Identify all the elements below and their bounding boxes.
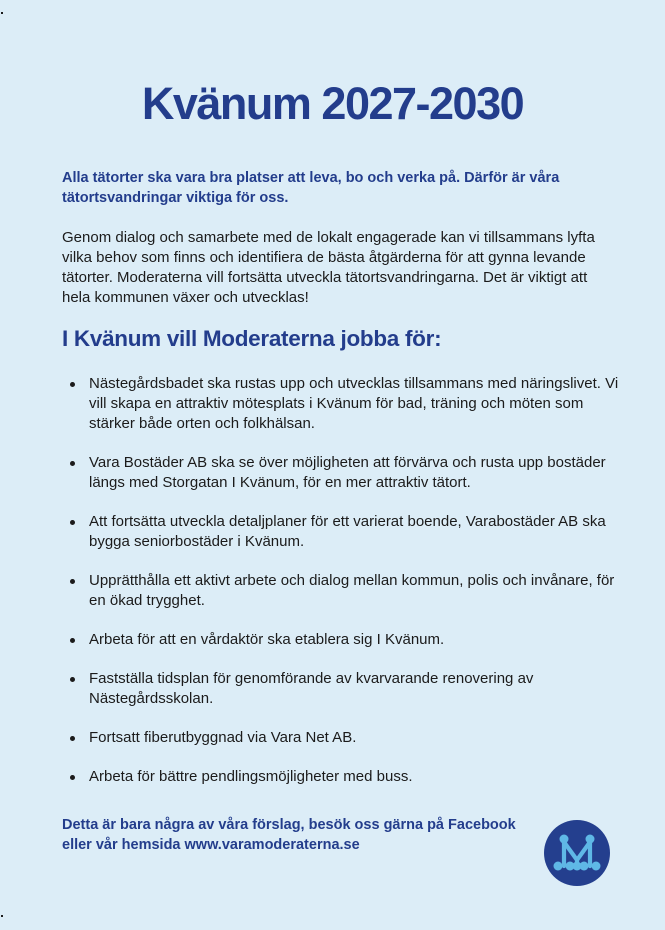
list-item xyxy=(62,571,622,611)
bullet-icon xyxy=(70,579,75,584)
list-item-text: Arbeta för bättre pendlingsmöjligheter med buss. xyxy=(89,768,413,785)
moderaterna-m-logo-icon xyxy=(544,820,610,886)
bullet-icon xyxy=(70,775,75,780)
proposal-list xyxy=(62,374,622,806)
list-item-text: Fastställa tidsplan för genomförande av kvarvarande renovering av Nästegårdsskolan. xyxy=(89,670,534,707)
list-item-text: Att fortsätta utveckla detaljplaner för ett varierat boende, Varabostäder AB ska bygga seniorbostäder i Kvänum. xyxy=(89,513,606,550)
list-item xyxy=(62,630,622,650)
crop-mark xyxy=(1,915,3,917)
list-item-text: Nästegårdsbadet ska rustas upp och utvecklas tillsammans med näringslivet. Vi vill skapa en attraktiv mötesplats i Kvänum för bad, träning och möten som stärker både orten och folkhälsan. xyxy=(89,375,619,432)
intro-lead: Alla tätorter ska vara bra platser att leva, bo och verka på. Därför är våra tätortsvandringar viktiga för oss. xyxy=(62,170,560,206)
list-item xyxy=(62,374,622,434)
bullet-icon xyxy=(70,638,75,643)
list-item-text: Vara Bostäder AB ska se över möjligheten att förvärva och rusta upp bostäder längs med Storgatan I Kvänum, för en mer attraktiv tätort. xyxy=(89,454,606,491)
closing-note: Detta är bara några av våra förslag, besök oss gärna på Facebook eller vår hemsida www.varamoderaterna.se xyxy=(62,817,516,853)
page-title: Kvänum 2027-2030 xyxy=(141,78,524,129)
bullet-icon xyxy=(70,461,75,466)
list-item xyxy=(62,453,622,493)
list-item xyxy=(62,669,622,709)
bullet-icon xyxy=(70,736,75,741)
list-item-text: Fortsatt fiberutbyggnad via Vara Net AB. xyxy=(89,729,357,746)
bullet-icon xyxy=(70,677,75,682)
bullet-icon xyxy=(70,520,75,525)
crop-mark xyxy=(1,12,3,14)
section-heading: I Kvänum vill Moderaterna jobba för: xyxy=(62,326,442,351)
list-item-text: Upprätthålla ett aktivt arbete och dialog mellan kommun, polis och invånare, för en ökad trygghet. xyxy=(89,572,615,609)
list-item xyxy=(62,512,622,552)
list-item xyxy=(62,728,622,748)
list-item-text: Arbeta för att en vårdaktör ska etablera sig I Kvänum. xyxy=(89,631,445,648)
bullet-icon xyxy=(70,382,75,387)
list-item xyxy=(62,767,622,787)
intro-paragraph: Genom dialog och samarbete med de lokalt engagerade kan vi tillsammans lyfta vilka behov som finns och identifiera de bästa åtgärderna för att gynna levande tätorter. Moderaterna vill fortsätta utveckla tätortsvandringarna. Det är viktigt att hela kommunen växer och utvecklas! xyxy=(62,229,595,306)
logo-mark-icon xyxy=(544,820,610,886)
